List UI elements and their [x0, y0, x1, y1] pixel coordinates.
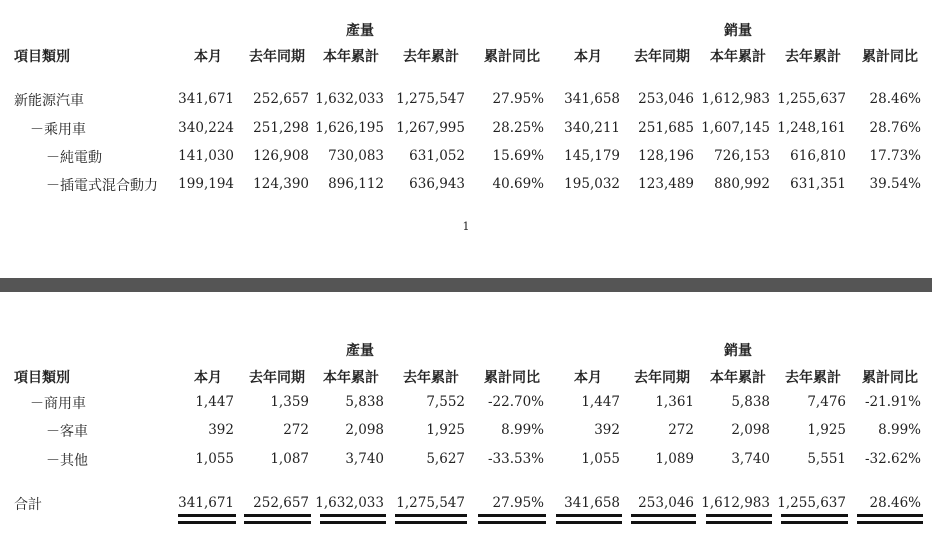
table-cell: 251,298 — [253, 120, 309, 136]
table-row-label: －乘用車 — [30, 122, 86, 138]
header-cell: 去年同期 — [249, 49, 305, 65]
double-underline — [631, 514, 696, 524]
header-cell: 累計同比 — [862, 49, 918, 65]
table-cell: 1,632,033 — [315, 91, 384, 107]
group-header-sales: 銷量 — [724, 23, 752, 39]
table-cell: 1,089 — [655, 451, 694, 467]
table-cell: 341,671 — [178, 91, 234, 107]
table-cell: 341,658 — [564, 91, 620, 107]
double-underline — [178, 514, 236, 524]
table-cell: 392 — [208, 422, 234, 438]
table-cell: 17.73% — [869, 148, 921, 164]
table-cell: 8.99% — [878, 422, 921, 438]
table-cell: -22.70% — [487, 394, 544, 410]
table-row-label: －客車 — [46, 424, 88, 440]
table-cell: 341,658 — [564, 495, 620, 511]
table-cell: 253,046 — [638, 91, 694, 107]
header-cell: 累計同比 — [862, 370, 918, 386]
table-cell: 3,740 — [731, 451, 770, 467]
table-cell: 1,275,547 — [396, 495, 465, 511]
table-cell: 272 — [668, 422, 694, 438]
header-cell: 本年累計 — [323, 49, 379, 65]
table-cell: 195,032 — [564, 176, 620, 192]
header-cell: 去年累計 — [785, 49, 841, 65]
table-cell: 7,476 — [807, 394, 846, 410]
table-cell: 272 — [283, 422, 309, 438]
table-cell: 124,390 — [253, 176, 309, 192]
table-cell: 28.46% — [869, 91, 921, 107]
table-cell: 2,098 — [345, 422, 384, 438]
double-underline — [857, 514, 923, 524]
table-cell: 27.95% — [492, 495, 544, 511]
table-cell: 1,447 — [581, 394, 620, 410]
header-category: 項目類別 — [14, 49, 70, 65]
header-cell: 本月 — [194, 370, 222, 386]
table-cell: 27.95% — [492, 91, 544, 107]
table-row-label: －插電式混合動力 — [46, 178, 158, 194]
table-cell: 199,194 — [178, 176, 234, 192]
table-row-label: －商用車 — [30, 396, 86, 412]
header-cell: 本年累計 — [710, 49, 766, 65]
header-cell: 本月 — [574, 49, 602, 65]
table-cell: 1,267,995 — [396, 120, 465, 136]
double-underline — [781, 514, 848, 524]
table-cell: 15.69% — [492, 148, 544, 164]
double-underline — [395, 514, 467, 524]
table-row-label: 新能源汽車 — [14, 93, 84, 109]
table-cell: 126,908 — [253, 148, 309, 164]
table-cell: 253,046 — [638, 495, 694, 511]
total-row-label: 合計 — [14, 497, 42, 513]
table-cell: 1,255,637 — [777, 495, 846, 511]
table-cell: 141,030 — [178, 148, 234, 164]
table-cell: 730,083 — [328, 148, 384, 164]
table-cell: 636,943 — [409, 176, 465, 192]
double-underline — [244, 514, 311, 524]
table-cell: 3,740 — [345, 451, 384, 467]
group-header-production: 產量 — [346, 343, 374, 359]
table-cell: 1,359 — [270, 394, 309, 410]
table-cell: 880,992 — [714, 176, 770, 192]
header-cell: 本月 — [194, 49, 222, 65]
table-cell: 1,361 — [655, 394, 694, 410]
table-cell: 1,632,033 — [315, 495, 384, 511]
table-cell: 5,627 — [426, 451, 465, 467]
table-cell: 39.54% — [869, 176, 921, 192]
table-cell: 1,248,161 — [777, 120, 846, 136]
double-underline — [320, 514, 386, 524]
header-cell: 去年累計 — [785, 370, 841, 386]
double-underline — [556, 514, 622, 524]
table-cell: 896,112 — [328, 176, 384, 192]
header-cell: 去年累計 — [403, 370, 459, 386]
table-cell: 5,551 — [807, 451, 846, 467]
header-cell: 本年累計 — [323, 370, 379, 386]
table-cell: 616,810 — [790, 148, 846, 164]
page-number: 1 — [462, 220, 470, 233]
table-cell: 5,838 — [345, 394, 384, 410]
table-cell: 251,685 — [638, 120, 694, 136]
group-header-sales: 銷量 — [724, 343, 752, 359]
table-cell: 726,153 — [714, 148, 770, 164]
table-cell: 1,447 — [195, 394, 234, 410]
header-cell: 累計同比 — [484, 49, 540, 65]
table-cell: 2,098 — [731, 422, 770, 438]
table-cell: 8.99% — [501, 422, 544, 438]
header-cell: 本月 — [574, 370, 602, 386]
table-cell: 1,925 — [807, 422, 846, 438]
table-cell: 28.46% — [869, 495, 921, 511]
table-cell: 145,179 — [564, 148, 620, 164]
table-cell: 252,657 — [253, 495, 309, 511]
table-cell: 631,052 — [409, 148, 465, 164]
table-cell: 1,055 — [195, 451, 234, 467]
header-category: 項目類別 — [14, 370, 70, 386]
table-cell: 128,196 — [638, 148, 694, 164]
table-cell: 340,224 — [178, 120, 234, 136]
table-cell: 1,087 — [270, 451, 309, 467]
table-cell: 252,657 — [253, 91, 309, 107]
table-cell: 392 — [594, 422, 620, 438]
table-cell: 40.69% — [492, 176, 544, 192]
table-cell: 631,351 — [790, 176, 846, 192]
table-cell: 1,275,547 — [396, 91, 465, 107]
group-header-production: 產量 — [346, 23, 374, 39]
table-cell: 340,211 — [564, 120, 620, 136]
table-cell: 1,612,983 — [701, 495, 770, 511]
table-cell: 5,838 — [731, 394, 770, 410]
table-row-label: －其他 — [46, 453, 88, 469]
table-cell: -33.53% — [487, 451, 544, 467]
table-cell: 1,925 — [426, 422, 465, 438]
header-cell: 本年累計 — [710, 370, 766, 386]
table-cell: 123,489 — [638, 176, 694, 192]
header-cell: 去年同期 — [634, 49, 690, 65]
table-cell: 1,055 — [581, 451, 620, 467]
header-cell: 去年同期 — [249, 370, 305, 386]
table-cell: 1,255,637 — [777, 91, 846, 107]
table-cell: 341,671 — [178, 495, 234, 511]
table-cell: 1,607,145 — [701, 120, 770, 136]
table-row-label: －純電動 — [46, 150, 102, 166]
table-cell: 7,552 — [426, 394, 465, 410]
table-cell: 28.76% — [869, 120, 921, 136]
table-cell: 28.25% — [492, 120, 544, 136]
table-cell: 1,612,983 — [701, 91, 770, 107]
table-cell: -21.91% — [864, 394, 921, 410]
double-underline — [706, 514, 772, 524]
double-underline — [478, 514, 546, 524]
header-cell: 去年累計 — [403, 49, 459, 65]
table-cell: -32.62% — [864, 451, 921, 467]
header-cell: 去年同期 — [634, 370, 690, 386]
header-cell: 累計同比 — [484, 370, 540, 386]
table-cell: 1,626,195 — [315, 120, 384, 136]
